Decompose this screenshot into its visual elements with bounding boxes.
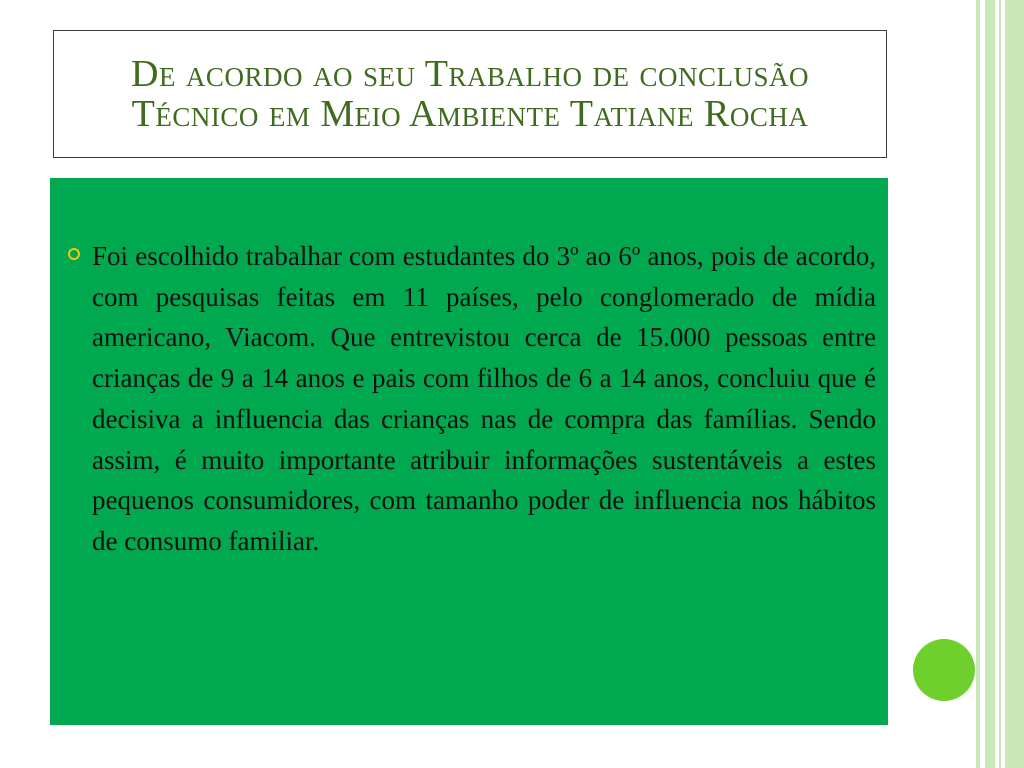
decorative-stripe — [985, 0, 995, 768]
body-paragraph: Foi escolhido trabalhar com estudantes do 3º ao 6º anos, pois de acordo, com pesquisas feitas em 11 países, pelo conglomerado de mídia americano, Viacom. Que entrevistou cerca de 15.000 pessoas entre crianças de 9 a 14 anos e pais com filhos de 6 a 14 anos, concluiu que é decisiva a influencia das crianças nas de compra das famílias. Sendo assim, é muito importante atribuir informações sustentáveis a estes pequenos consumidores, com tamanho poder de influencia nos hábitos de consumo familiar. — [92, 241, 876, 556]
decorative-stripe — [999, 0, 1001, 768]
title-line-1: De acordo ao seu Trabalho de conclusão — [131, 53, 809, 95]
decorative-stripe — [1005, 0, 1024, 768]
circle-bullet-icon — [68, 248, 80, 260]
title-line-2: Técnico em Meio Ambiente Tatiane Rocha — [131, 93, 809, 135]
slide-title — [53, 30, 887, 158]
decorative-circle-icon — [913, 639, 975, 701]
decorative-stripe — [976, 0, 980, 768]
